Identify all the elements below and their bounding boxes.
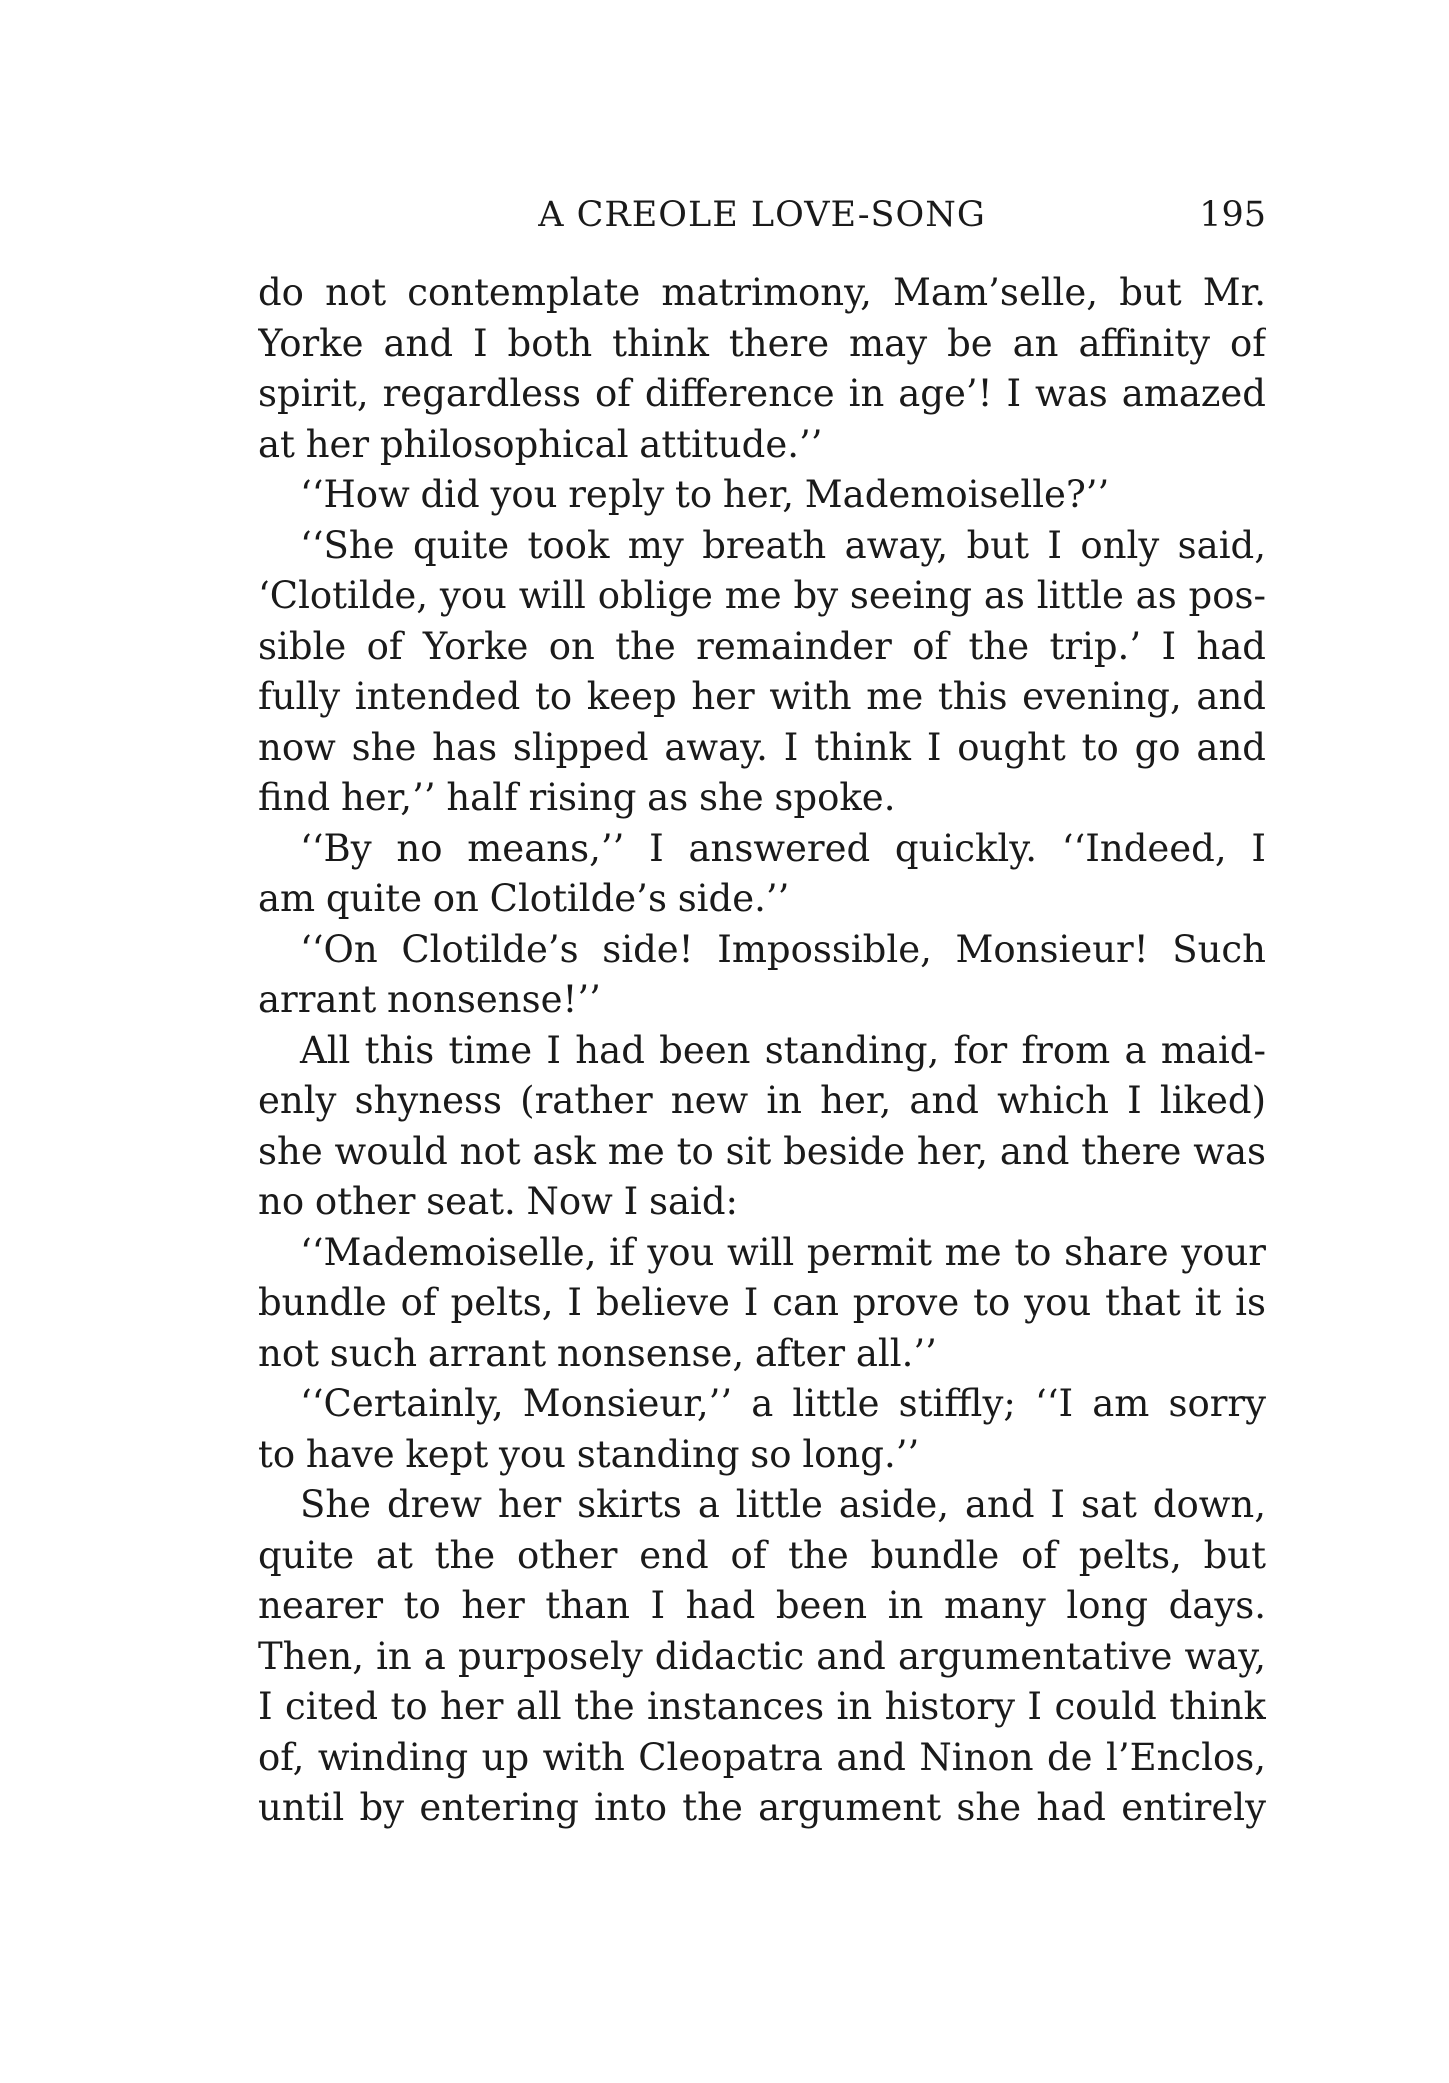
text-line: do not contemplate matrimony, Mam’selle, but Mr. (258, 271, 1266, 314)
text-line: not such arrant nonsense, after all.’’ (258, 1331, 937, 1375)
text-line: ‘Clotilde, you will oblige me by seeing as little as pos- (258, 574, 1266, 617)
text-line: spirit, regardless of difference in age’! I was amazed (258, 372, 1266, 415)
text-line: nearer to her than I had been in many long days. (258, 1584, 1266, 1627)
text-line: sible of Yorke on the remainder of the trip.’ I had (258, 624, 1266, 668)
text-line: ‘‘By no means,’’ I answered quickly. ‘‘Indeed, I (300, 826, 1266, 870)
text-line: ‘‘Mademoiselle, if you will permit me to share your (300, 1230, 1266, 1274)
text-line: Then, in a purposely didactic and argumentative way, (258, 1634, 1266, 1678)
text-line: no other seat. Now I said: (258, 1180, 739, 1223)
body-text (258, 268, 1266, 1834)
text-line: am quite on Clotilde’s side.’’ (258, 877, 790, 920)
text-line: Yorke and I both think there may be an affinity of (258, 321, 1266, 365)
running-head (258, 190, 1266, 240)
text-line: until by entering into the argument she had entirely (258, 1786, 1266, 1829)
text-line: ‘‘On Clotilde’s side! Impossible, Monsieur! Such (300, 927, 1266, 971)
text-line: of, winding up with Cleopatra and Ninon de l’Enclos, (258, 1735, 1266, 1779)
text-line: find her,’’ half rising as she spoke. (258, 776, 896, 819)
text-line: ‘‘Certainly, Monsieur,’’ a little stiffly; ‘‘I am sorry (300, 1382, 1266, 1425)
text-line: at her philosophical attitude.’’ (258, 422, 823, 466)
text-line: now she has slipped away. I think I ought to go and (258, 725, 1266, 769)
text-line: she would not ask me to sit beside her, and there was (258, 1129, 1266, 1173)
text-line: ‘‘She quite took my breath away, but I only said, (300, 523, 1266, 567)
text-line: bundle of pelts, I believe I can prove to you that it is (258, 1281, 1266, 1324)
text-line: She drew her skirts a little aside, and I sat down, (300, 1483, 1266, 1526)
text-line: fully intended to keep her with me this evening, and (258, 675, 1266, 718)
text-line: to have kept you standing so long.’’ (258, 1432, 920, 1476)
text-line: All this time I had been standing, for from a maid- (300, 1028, 1266, 1072)
text-line: ‘‘How did you reply to her, Mademoiselle?’’ (300, 473, 1110, 516)
text-line: enly shyness (rather new in her, and which I liked) (258, 1079, 1266, 1122)
text-line: quite at the other end of the bundle of pelts, but (258, 1533, 1266, 1577)
text-line: arrant nonsense!’’ (258, 978, 601, 1021)
running-title: A CREOLE LOVE-SONG (538, 195, 986, 235)
page-number: 195 (1199, 195, 1266, 235)
text-line: I cited to her all the instances in history I could think (258, 1685, 1266, 1728)
